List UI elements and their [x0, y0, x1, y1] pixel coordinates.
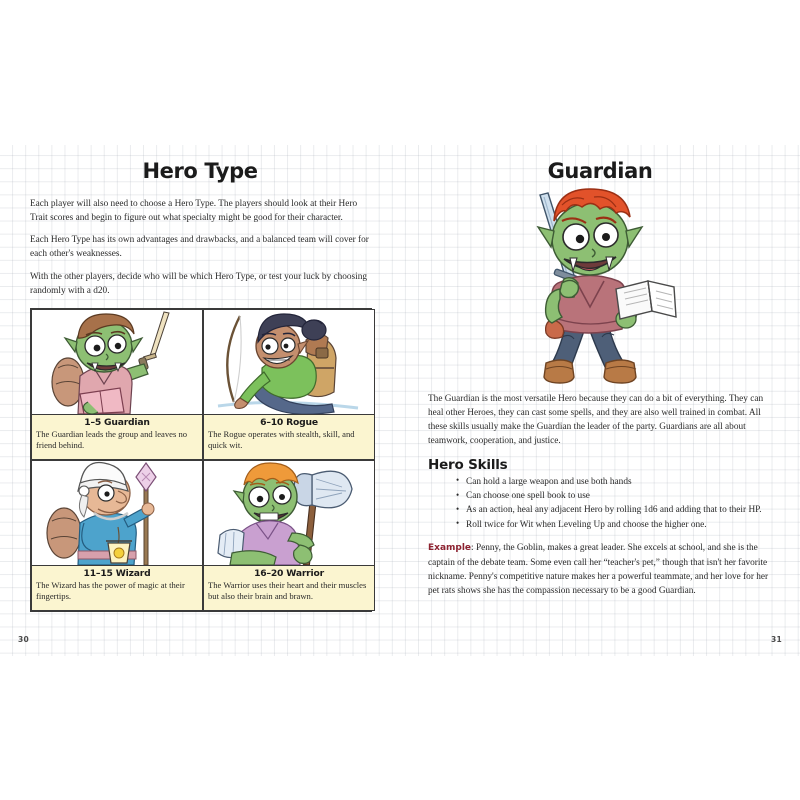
hero-type-description: The Wizard has the power of magic at their fingertips. — [36, 579, 185, 602]
hero-skills-heading: Hero Skills — [428, 456, 508, 473]
hero-type-description: The Guardian leads the group and leaves no friend behind. — [36, 428, 188, 451]
example-body: : Penny, the Goblin, makes a great leader. She excels at school, and she is the captain of the debate team. Some even call her “teacher's pet,” though that isn't her favorite nickname. Penny's competitive nature makes her a powerful teammate, and her love for her pet rats shows she has the compassion necessary to be a good Guardian. — [428, 543, 769, 597]
guardian-intro-paragraph: The Guardian is the most versatile Hero because they can do a bit of everything. They can heal other Heroes, they can cast some spells, and they are also well trained in combat. All these skills usually make the Guardian the leader of the party. Guardians are all about teamwork, cooperation, and justice. — [428, 394, 764, 447]
skill-item: • Can hold a large weapon and use both hands — [456, 475, 772, 489]
page-number-right: 31 — [770, 635, 782, 644]
hero-skills-list — [428, 475, 772, 533]
left-page — [0, 145, 400, 656]
hero-type-cell-warrior — [203, 460, 375, 611]
hero-type-caption — [32, 565, 202, 610]
hero-type-grid — [30, 308, 372, 612]
hero-type-name: 16–20 Warrior — [254, 567, 324, 579]
hero-type-name: 11–15 Wizard — [83, 567, 151, 579]
intro-paragraphs — [30, 197, 370, 298]
skill-item: • Can choose one spell book to use — [456, 489, 772, 503]
paragraph: With the other players, decide who will be which Hero Type, or test your luck by choosing randomly with a d20. — [30, 271, 368, 296]
page-number-left: 30 — [18, 635, 30, 644]
hero-type-cell-guardian — [31, 309, 203, 460]
paragraph: Each Hero Type has its own advantages and drawbacks, and a balanced team will cover for each other's weaknesses. — [30, 235, 369, 260]
hero-type-caption — [32, 414, 202, 459]
hero-type-cell-rogue — [203, 309, 375, 460]
right-page — [400, 145, 800, 656]
example-label: Example — [428, 543, 472, 554]
warrior-thumbnail-illustration — [204, 461, 374, 565]
rogue-thumbnail-illustration — [204, 310, 374, 414]
skill-item: • Roll twice for Wit when Leveling Up and choose the higher one. — [456, 518, 772, 532]
paragraph: Each player will also need to choose a Hero Type. The players should look at their Hero Trait scores and begin to figure out what specialty might be good for their character. — [30, 199, 358, 224]
hero-type-name: 6–10 Rogue — [260, 416, 318, 428]
hero-type-description: The Warrior uses their heart and their muscles but also their brain and brawn. — [208, 579, 367, 602]
hero-type-caption — [204, 414, 374, 459]
guardian-thumbnail-illustration — [32, 310, 202, 414]
page-title: Guardian — [547, 159, 653, 183]
guardian-hero-illustration — [428, 187, 772, 392]
skill-item: • As an action, heal any adjacent Hero by rolling 1d6 and adding that to their HP. — [456, 503, 772, 517]
hero-type-name: 1–5 Guardian — [84, 416, 150, 428]
page-title: Hero Type — [142, 159, 258, 183]
example-paragraph — [428, 541, 772, 598]
hero-type-description: The Rogue operates with stealth, skill, and quick wit. — [208, 428, 355, 451]
hero-type-caption — [204, 565, 374, 610]
hero-type-cell-wizard — [31, 460, 203, 611]
wizard-thumbnail-illustration — [32, 461, 202, 565]
book-spread — [0, 145, 800, 656]
